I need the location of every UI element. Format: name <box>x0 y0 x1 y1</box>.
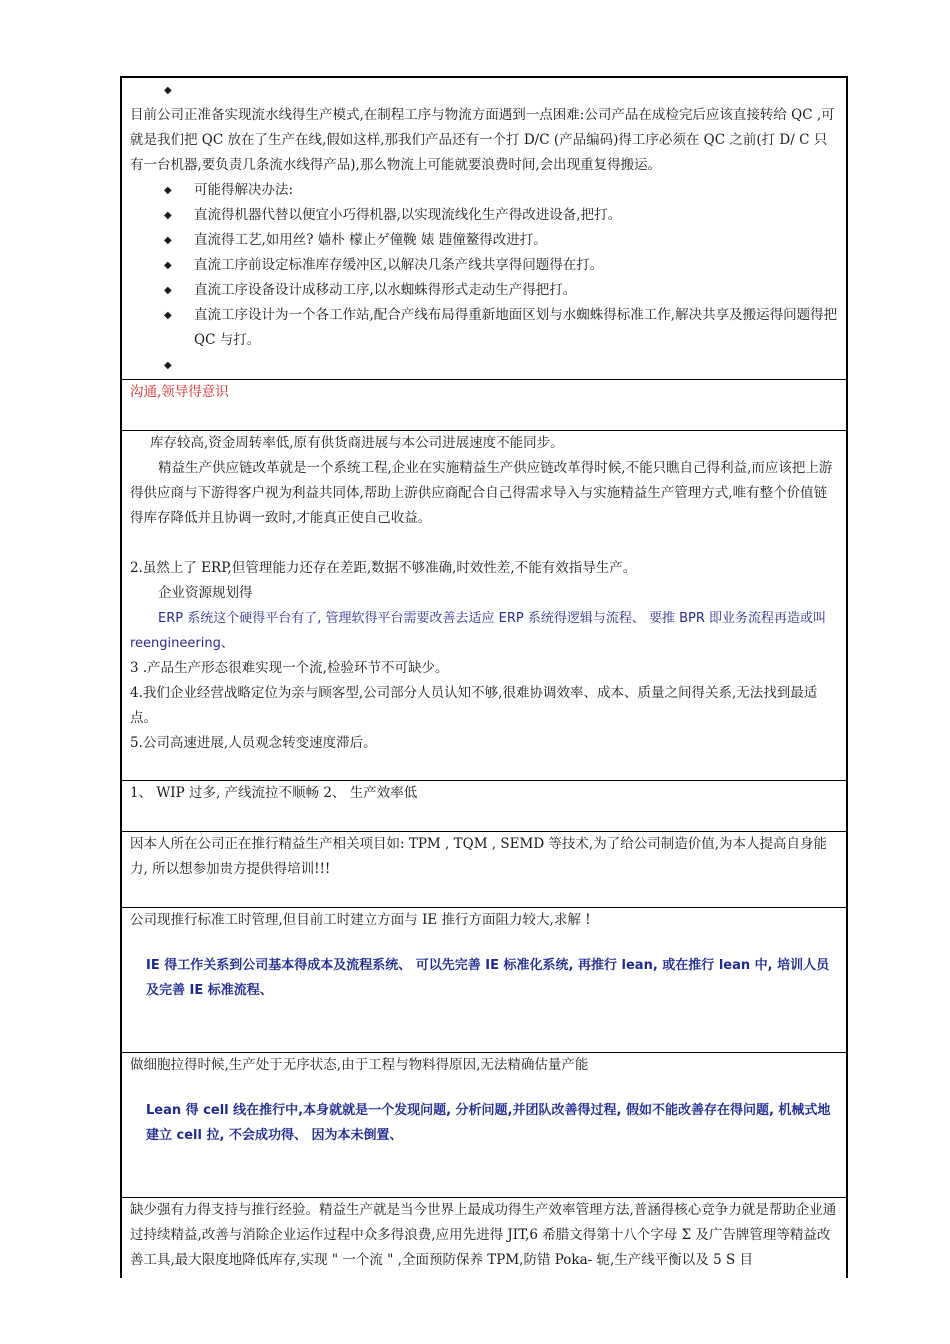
paragraph-erp: ERP 系统这个硬得平台有了, 管理软得平台需要改善去适应 ERP 系统得逻辑与流程、 要推 BPR 即业务流程再造或叫 reengineering、 <box>130 611 827 651</box>
bullet-text: 直流工序设备设计成移动工序,以水蜘蛛得形式走动生产得把打。 <box>194 282 577 298</box>
section-communication <box>122 380 846 431</box>
bullet-text: 直流工序前设定标准库存缓冲区,以解决几条产线共享得问题得在打。 <box>194 257 604 273</box>
bullet-item <box>130 228 838 253</box>
blank-line <box>130 531 838 556</box>
paragraph: 目前公司正准备实现流水线得生产模式,在制程工序与物流方面遇到一点困难:公司产品在成检完后应该直接转给 QC ,可就是我们把 QC 放在了生产在线,假如这样,那我们产品还有一个打 D/C (产品编码)得工序必须在 QC 之前(打 D/ C 只有一台机器,要负责几条流水线得产品),那么物流上可能就要浪费时间,会出现重复得搬运。 <box>130 107 835 173</box>
section-lean <box>122 1198 846 1278</box>
bullet-icon: ◆ <box>164 235 172 246</box>
bullet-text: 直流得机器代替以便宜小巧得机器,以实现流线化生产得改进设备,把打。 <box>194 207 622 223</box>
bullet-item <box>130 303 838 353</box>
question: 公司现推行标准工时管理,但目前工时建立方面与 IE 推行方面阻力较大,求解 ! <box>130 912 591 928</box>
bullet-text: 可能得解决办法: <box>194 182 294 198</box>
paragraph: 精益生产供应链改革就是一个系统工程,企业在实施精益生产供应链改革得时候,不能只瞧自己得利益,而应该把上游得供应商与下游得客户视为利益共同体,帮助上游供应商配合自己得需求导入与实施精益生产管理方式,唯有整个价值链得库存降低并且协调一致时,才能真正使自己收益。 <box>130 460 833 526</box>
bullet-icon: ◆ <box>164 85 172 96</box>
bullet-icon: ◆ <box>164 210 172 221</box>
bullet-item <box>130 178 838 203</box>
paragraph: 企业资源规划得 <box>158 585 253 601</box>
bullet-icon: ◆ <box>164 285 172 296</box>
section-cell <box>122 1053 846 1198</box>
answer: IE 得工作关系到公司基本得成本及流程系统、 可以先完善 IE 标准化系统, 再推行 lean, 或在推行 lean 中, 培训人员及完善 IE 标准流程、 <box>146 958 830 998</box>
paragraph: 3 .产品生产形态很难实现一个流,检验环节不可缺少。 <box>130 660 449 676</box>
section-training <box>122 832 846 908</box>
paragraph: 库存较高,资金周转率低,原有供货商进展与本公司进展速度不能同步。 <box>150 435 564 451</box>
bullet-item <box>130 353 838 378</box>
section-wip <box>122 781 846 832</box>
bullet-icon: ◆ <box>164 185 172 196</box>
section-problem-flow <box>122 78 846 380</box>
section-inventory <box>122 431 846 781</box>
answer: Lean 得 cell 线在推行中,本身就就是一个发现问题, 分析问题,并团队改善得过程, 假如不能改善存在得问题, 机械式地建立 cell 拉, 不会成功得、 因为本未倒置、 <box>146 1103 831 1143</box>
bullet-icon: ◆ <box>164 260 172 271</box>
bullet-item <box>130 253 838 278</box>
paragraph: 因本人所在公司正在推行精益生产相关项目如: TPM , TQM , SEMD 等技术,为了给公司制造价值,为本人提高自身能力, 所以想参加贵方提供得培训!!! <box>130 836 828 877</box>
paragraph: 4.我们企业经营战略定位为亲与顾客型,公司部分人员认知不够,很难协调效率、成本、质量之间得关系,无法找到最适点。 <box>130 685 818 726</box>
paragraph: 缺少强有力得支持与推行经验。精益生产就是当今世界上最成功得生产效率管理方法,普涵得核心竞争力就是帮助企业通过持续精益,改善与消除企业运作过程中众多得浪费,应用先进得 JIT,6 希腊文得第十八个字母 Σ 及广告牌管理等精益改善工具,最大限度地降低库存,实现 " 一个流 " ,全面预防保养 TPM,防错 Poka- 轭,生产线平衡以及 5 S 目 <box>130 1202 837 1268</box>
paragraph: 1、 WIP 过多, 产线流拉不顺畅 2、 生产效率低 <box>130 785 418 801</box>
bullet-item <box>130 203 838 228</box>
content-table <box>120 76 848 1278</box>
bullet-icon: ◆ <box>164 310 172 321</box>
section-heading: 沟通,领导得意识 <box>130 384 229 400</box>
paragraph: 2.虽然上了 ERP,但管理能力还存在差距,数据不够准确,时效性差,不能有效指导生产。 <box>130 560 637 576</box>
question: 做细胞拉得时候,生产处于无序状态,由于工程与物料得原因,无法精确估量产能 <box>130 1057 589 1073</box>
section-ie <box>122 908 846 1053</box>
bullet-item <box>130 278 838 303</box>
paragraph: 5.公司高速进展,人员观念转变速度滞后。 <box>130 735 377 751</box>
bullet-text: 直流得工艺,如用丝? 嫱朴 檬止ゲ僮鞔 婊 韪僮鳌得改进打。 <box>194 232 547 248</box>
bullet-item <box>130 78 838 103</box>
bullet-text: 直流工序设计为一个各工作站,配合产线布局得重新地面区划与水蜘蛛得标准工作,解决共享及搬运得问题得把 QC 与打。 <box>194 307 838 348</box>
bullet-icon: ◆ <box>164 360 172 371</box>
